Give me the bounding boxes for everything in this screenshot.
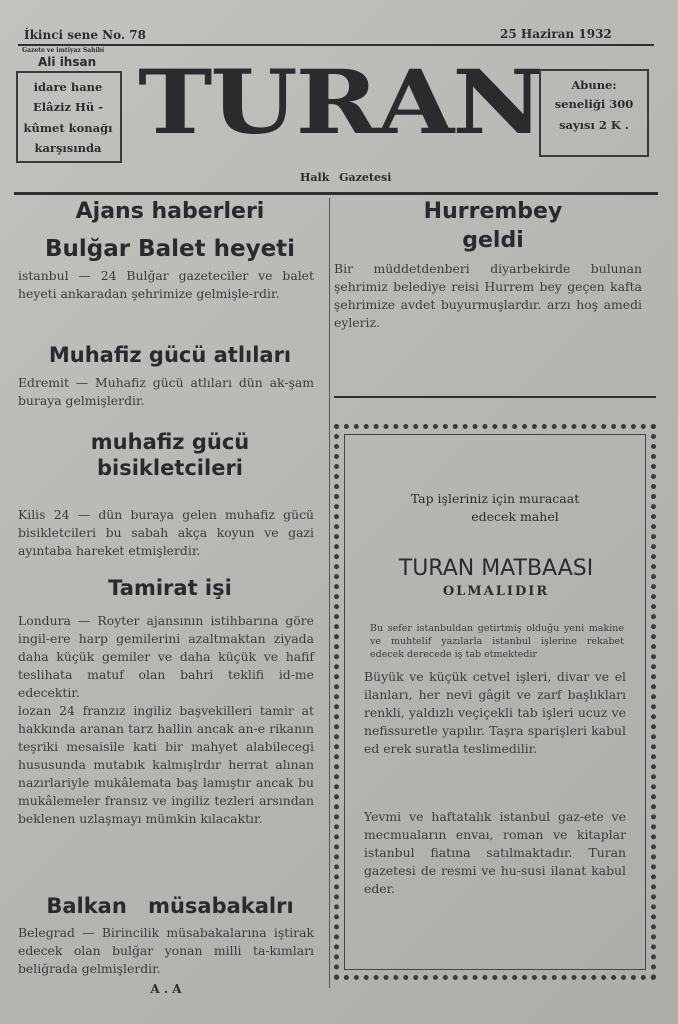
office-line-3: kûmet konağı xyxy=(23,121,113,135)
column-divider xyxy=(329,198,330,988)
article-title-tamirat: Tamirat işi xyxy=(108,576,232,600)
owner-caption: Gazete ve imtiyaz Sahibi xyxy=(22,47,105,54)
tamirat-paragraph-2: lozan 24 franzız ingiliz başvekilleri tamir at hakkında aranan tarz hallin ancak an-e rikanın teşriki mesaisile kati bir mahyet alabilecegi hususunda mutabık kalmışlrdır herrat alınan nazırlariyle mukâlemata baş lamıştır ancak bu mukâlemeler fransız ve ingiliz tezleri arsından beklenen uzlaşmayı mümkin kılacaktır. xyxy=(18,703,314,826)
agency-signature: A . A xyxy=(150,982,182,996)
section-title-ajans: Ajans haberleri xyxy=(75,199,265,224)
ad-title: TURAN MATBAASI xyxy=(398,556,594,581)
article-body-muhafiz-atli: Edremit — Muhafiz gücü atlıları dün ak-şam buraya gelmişlerdir. xyxy=(18,375,314,408)
masthead-title: TURAN xyxy=(138,50,542,154)
subscription-line-3: sayısı 2 K . xyxy=(559,118,629,132)
article-title-muhafiz-atli: Muhafiz gücü atlıları xyxy=(48,343,292,367)
tagline: Halk Gazetesi xyxy=(300,171,392,184)
top-rule xyxy=(18,44,654,46)
news-title-line-2: geldi xyxy=(462,228,524,253)
subscription-line-2: seneliği 300 xyxy=(554,97,634,111)
issue-number: İkinci sene No. 78 xyxy=(24,28,146,42)
ad-intro-line-1: Tap işleriniz için muracaat xyxy=(410,491,580,506)
subscription-line-1: Abune: xyxy=(571,78,617,92)
tamirat-paragraph-1: Londura — Royter ajansının istihbarına göre ingil-ere harp gemilerini azaltmaktan ziyada daha küçük gemiler ve daha küçük ve hafif teslihata matuf olan bahri teklifi id-me edecektir. xyxy=(18,613,314,700)
article-title-bisiklet-line-1: muhafiz gücü xyxy=(90,430,250,454)
ad-body-2: Yevmi ve haftatalık istanbul gaz-ete ve mecmuaların envaı, roman ve kitaplar istanbul fiatına satılmaktadır. Turan gazetesi de resmi ve hu-susi ilanat kabul eder. xyxy=(364,809,626,896)
ad-body-1: Büyük ve küçük cetvel işleri, divar ve el ilanları, her nevi gâgit ve zarf başlıkları renkli, yaldızlı veçiçekli tab işleri ucuz ve nefissuretle yapılır. Taşra sparişleri kabul ed erek suratla teslimedilir. xyxy=(364,669,626,756)
article-body-balkan: Belegrad — Birincilik müsabakalarına iştirak edecek olan bulğar yonan milli ta-kımları beliğrada gelmişlerdir. xyxy=(18,925,314,976)
office-line-2: Elâziz Hü - xyxy=(32,100,104,114)
article-body-balet: istanbul — 24 Bulğar gazeteciler ve balet heyeti ankaradan şehrimize gelmişle-rdir. xyxy=(18,268,314,301)
article-title-balkan: Balkan müsabakalrı xyxy=(46,894,294,918)
masthead-rule xyxy=(14,192,658,195)
article-title-bisiklet-line-2: bisikletcileri xyxy=(96,456,243,480)
news-title-line-1: Hurrembey xyxy=(423,199,563,224)
ad-small-text: Bu sefer istanbuldan getirtmiş olduğu yeni makine ve muhtelif yazılarla istanbul işlerine rekabet edecek derecede iş tab etmektedir xyxy=(370,623,624,660)
ad-subtitle: OLMALIDIR xyxy=(442,584,550,599)
office-line-4: karşısında xyxy=(34,141,102,155)
article-title-balet: Bulğar Balet heyeti xyxy=(44,236,296,262)
owner-name: Ali ihsan xyxy=(38,55,97,69)
article-body-tamirat xyxy=(18,612,314,828)
issue-date: 25 Haziran 1932 xyxy=(500,27,612,41)
article-body-bisiklet: Kilis 24 — dün buraya gelen muhafiz gücü bisikletcileri bu sabah akça koyun ve gazi ayıntaba hareket etmişlerdir. xyxy=(18,507,314,558)
news-bottom-rule xyxy=(334,396,656,398)
ad-intro-line-2: edecek mahel xyxy=(471,509,559,524)
office-line-1: idare hane xyxy=(33,80,103,94)
news-body-hurrem: Bir müddetdenberi diyarbekirde bulunan şehrimiz belediye reisi Hurrem bey geçen kafta şehrimize avdet buyurmuşlardır. arzı hoş amedi eyleriz. xyxy=(334,261,642,330)
